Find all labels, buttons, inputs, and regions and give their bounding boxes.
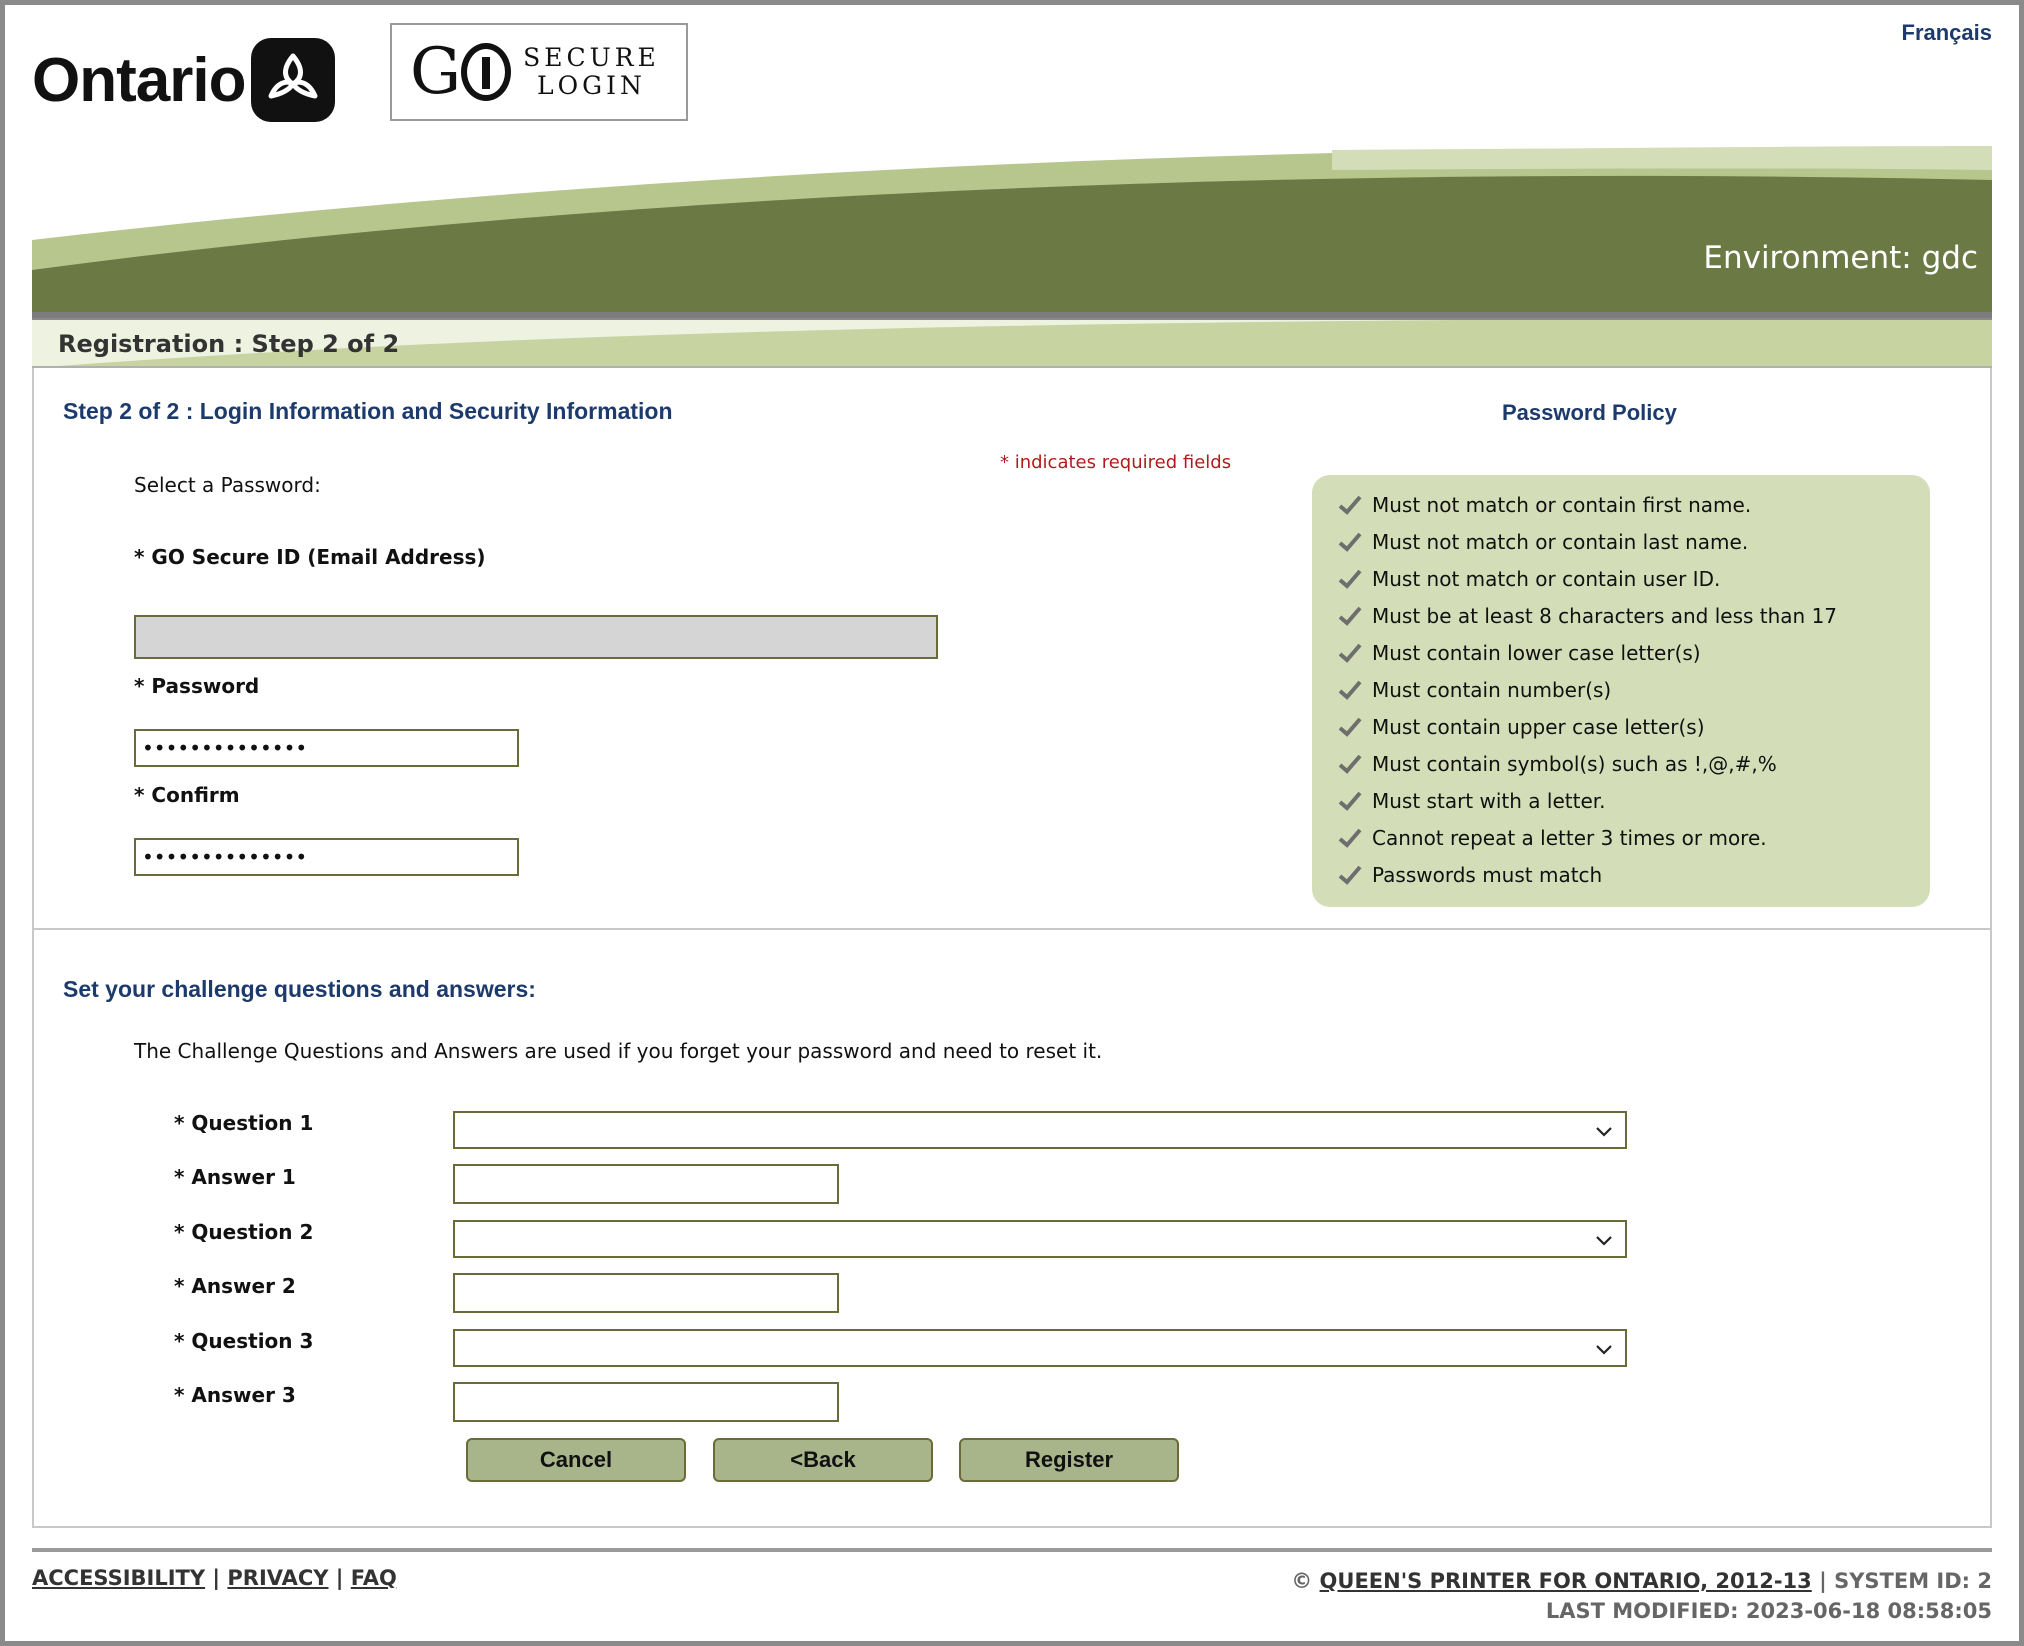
policy-item-text: Must not match or contain last name. — [1372, 530, 1749, 554]
policy-item — [1338, 530, 1748, 554]
copyright-link[interactable]: QUEEN'S PRINTER FOR ONTARIO, 2012-13 — [1319, 1569, 1812, 1593]
answer-1-field[interactable] — [453, 1164, 839, 1204]
policy-item — [1338, 863, 1602, 887]
question-3-select[interactable] — [453, 1329, 1627, 1367]
password-policy-box — [1312, 475, 1930, 907]
back-button[interactable]: <Back — [713, 1438, 933, 1482]
footer-separator: | — [212, 1566, 221, 1590]
checkmark-icon — [1338, 606, 1362, 626]
policy-item — [1338, 567, 1720, 591]
chevron-down-icon — [1595, 1122, 1613, 1140]
copyright-symbol: © — [1291, 1569, 1313, 1593]
footer-info — [1291, 1566, 1992, 1626]
question-3-label: * Question 3 — [174, 1329, 314, 1353]
policy-item — [1338, 826, 1767, 850]
faq-link[interactable]: FAQ — [350, 1566, 397, 1590]
go-logo-letter: G — [410, 35, 460, 109]
system-id: | SYSTEM ID: 2 — [1819, 1569, 1992, 1593]
required-fields-note: * indicates required fields — [1000, 452, 1232, 473]
register-button[interactable]: Register — [959, 1438, 1179, 1482]
question-2-label: * Question 2 — [174, 1220, 314, 1244]
checkmark-icon — [1338, 495, 1362, 515]
policy-item-text: Must contain upper case letter(s) — [1372, 715, 1705, 739]
policy-item-text: Passwords must match — [1372, 863, 1603, 887]
go-secure-id-field[interactable] — [134, 615, 938, 659]
policy-item-text: Must be at least 8 characters and less than 17 — [1372, 604, 1838, 628]
policy-item-text: Cannot repeat a letter 3 times or more. — [1372, 826, 1767, 850]
question-1-select[interactable] — [453, 1111, 1627, 1149]
policy-item — [1338, 641, 1701, 665]
question-1-label: * Question 1 — [174, 1111, 314, 1135]
environment-label: Environment: gdc — [1703, 240, 1978, 276]
page-title: Registration : Step 2 of 2 — [58, 330, 400, 358]
go-secure-id-label: * GO Secure ID (Email Address) — [134, 545, 486, 569]
challenge-description: The Challenge Questions and Answers are used if you forget your password and need to reset it. — [134, 1039, 1103, 1063]
confirm-label: * Confirm — [134, 783, 240, 807]
checkmark-icon — [1338, 865, 1362, 885]
policy-item — [1338, 789, 1606, 813]
chevron-down-icon — [1595, 1231, 1613, 1249]
password-field[interactable]: •••••••••••••• — [134, 729, 519, 767]
go-logo-secure: SECURE — [523, 43, 660, 72]
section-divider — [34, 928, 1990, 930]
policy-item-text: Must not match or contain user ID. — [1372, 567, 1721, 591]
trillium-icon — [251, 38, 335, 122]
challenge-section-title: Set your challenge questions and answers: — [63, 976, 536, 1002]
checkmark-icon — [1338, 791, 1362, 811]
select-password-label: Select a Password: — [134, 473, 321, 497]
confirm-password-field[interactable]: •••••••••••••• — [134, 838, 519, 876]
go-secure-login-logo — [390, 23, 688, 121]
checkmark-icon — [1338, 717, 1362, 737]
password-policy-title: Password Policy — [1502, 400, 1677, 425]
content-bottom-divider — [34, 1526, 1990, 1528]
ontario-logo[interactable] — [32, 38, 335, 122]
answer-1-label: * Answer 1 — [174, 1165, 296, 1189]
checkmark-icon — [1338, 532, 1362, 552]
step-section-title: Step 2 of 2 : Login Information and Security Information — [63, 398, 673, 424]
policy-item-text: Must contain lower case letter(s) — [1372, 641, 1701, 665]
header-banner — [32, 130, 1992, 320]
header — [32, 20, 1992, 320]
policy-item — [1338, 715, 1705, 739]
answer-2-label: * Answer 2 — [174, 1274, 296, 1298]
policy-item-text: Must contain number(s) — [1372, 678, 1612, 702]
question-2-select[interactable] — [453, 1220, 1627, 1258]
policy-item — [1338, 604, 1837, 628]
chevron-down-icon — [1595, 1340, 1613, 1358]
policy-item-text: Must contain symbol(s) such as !,@,#,% — [1372, 752, 1777, 776]
policy-item — [1338, 752, 1777, 776]
keyhole-icon — [461, 43, 511, 101]
footer-divider — [32, 1548, 1992, 1552]
footer-links — [32, 1566, 397, 1590]
policy-item-text: Must not match or contain first name. — [1372, 493, 1752, 517]
answer-3-field[interactable] — [453, 1382, 839, 1422]
policy-item-text: Must start with a letter. — [1372, 789, 1606, 813]
title-bar — [32, 318, 1992, 368]
go-logo-login: LOGIN — [537, 71, 646, 100]
checkmark-icon — [1338, 680, 1362, 700]
answer-2-field[interactable] — [453, 1273, 839, 1313]
checkmark-icon — [1338, 569, 1362, 589]
go-logo-mark — [410, 35, 511, 109]
cancel-button[interactable]: Cancel — [466, 1438, 686, 1482]
checkmark-icon — [1338, 754, 1362, 774]
privacy-link[interactable]: PRIVACY — [227, 1566, 329, 1590]
ontario-wordmark: Ontario — [32, 45, 246, 115]
go-logo-text — [523, 44, 660, 100]
footer-separator: | — [335, 1566, 344, 1590]
policy-item — [1338, 493, 1751, 517]
answer-3-label: * Answer 3 — [174, 1383, 296, 1407]
language-link[interactable]: Français — [1901, 20, 1992, 45]
policy-item — [1338, 678, 1611, 702]
checkmark-icon — [1338, 643, 1362, 663]
last-modified: LAST MODIFIED: 2023-06-18 08:58:05 — [1545, 1599, 1992, 1623]
checkmark-icon — [1338, 828, 1362, 848]
accessibility-link[interactable]: ACCESSIBILITY — [32, 1566, 206, 1590]
password-label: * Password — [134, 674, 260, 698]
copyright-line — [1291, 1566, 1992, 1596]
